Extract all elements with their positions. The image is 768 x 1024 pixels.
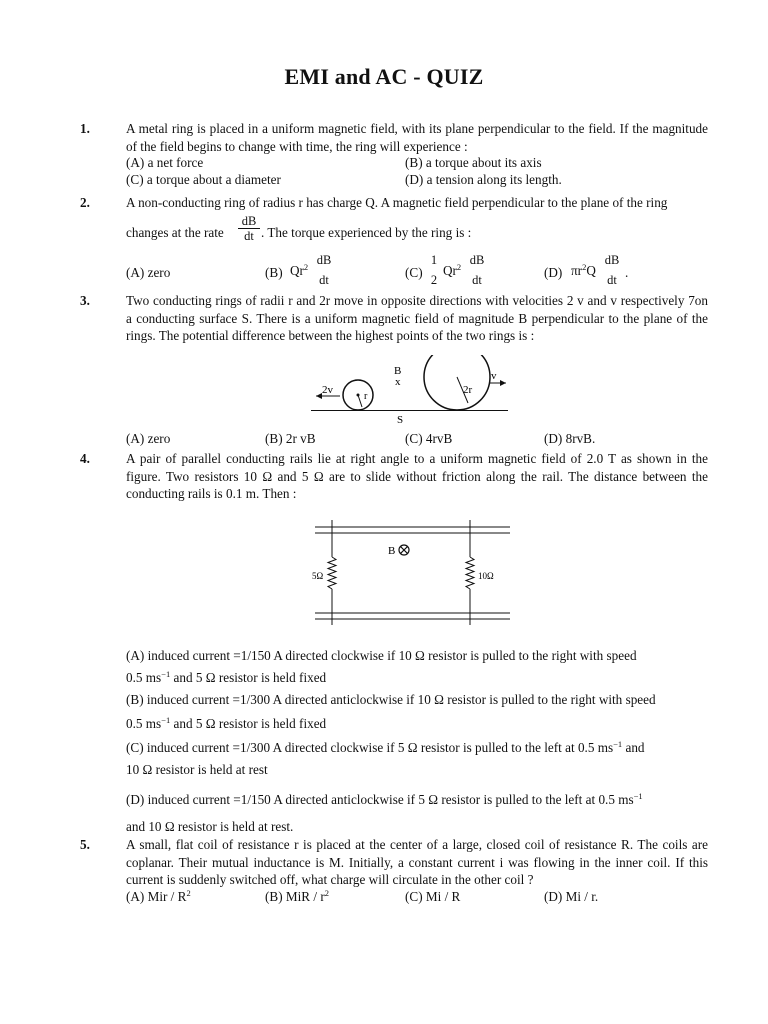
q5-option-d: (D) Mi / r. (544, 889, 599, 904)
q4-option-d-line2: and 10 Ω resistor is held at rest. (126, 819, 294, 834)
q2-line2-end: . The torque experienced by the ring is : (261, 225, 472, 240)
q3-option-c: (C) 4rvB (405, 431, 453, 446)
q1-text: A metal ring is placed in a uniform magnetic field, with its plane perpendicular to the field. If the magnitude of the field begins to change with time, the ring will experience : (126, 121, 708, 154)
field-label-b: B (394, 365, 402, 377)
field-into-page-icon (399, 545, 409, 555)
q1-number: 1. (80, 121, 90, 136)
q2-option-c-half: 1 2 (430, 253, 438, 287)
q2-option-d-pir2q: $\pi r^2Q$ (571, 262, 596, 278)
q4-option-a-line2: 0.5 $ms^{-1}$ and 5 Ω resistor is held fixed (126, 669, 327, 685)
q1-option-a: (A) a net force (126, 155, 204, 170)
q2-option-d-period: . (625, 265, 629, 280)
q2-option-b-qr: Qr$^2$ (290, 262, 309, 278)
q5-option-c: (C) Mi / R (405, 889, 461, 904)
q2-option-c-fraction: dB dt (469, 253, 485, 287)
q1-option-b: (B) a torque about its axis (405, 155, 542, 170)
q2-line2-start: changes at the rate (126, 225, 224, 240)
q5-text: A small, flat coil of resistance r is placed at the center of a large, closed coil of resistance R. The coils are coplanar. Their mutual inductance is M. Initially, a constant current i was flowing in the inner coil. If this current is suddenly switched off, what charge will circulate in the other coil ? (126, 837, 708, 887)
q3-option-a: (A) zero (126, 431, 171, 446)
q3-text: Two conducting rings of radii r and 2r move in opposite directions with velocities 2 v and v respectively 7on a conducting surface S. There is a uniform magnetic field of magnitude B perpendicular to the plane of the rings. The potential difference between the highest points of the two rings is : (126, 293, 708, 343)
large-ring (424, 355, 490, 410)
right-resistor (466, 520, 474, 625)
small-ring-center (357, 394, 360, 397)
q4-option-b-line1: (B) induced current =1/300 A directed anticlockwise if 10 Ω resistor is pulled to the right with speed (126, 692, 656, 707)
q1-option-d: (D) a tension along its length. (405, 172, 562, 187)
q5-option-a: (A) Mir / $R^2$ (126, 888, 191, 904)
right-resistor-label: 10Ω (478, 571, 494, 581)
q2-option-d-fraction: dB dt (604, 253, 620, 287)
q3-option-d: (D) 8rvB. (544, 431, 596, 446)
left-resistor (328, 520, 336, 625)
small-ring-radius (358, 395, 362, 407)
q5-option-b: (B) MiR / $r^2$ (265, 888, 329, 904)
right-velocity-label: v (491, 370, 497, 382)
q3-rings-figure (305, 355, 515, 430)
q5-number: 5. (80, 837, 90, 852)
q2-option-b-fraction: dB dt (316, 253, 332, 287)
q4-option-d-line1: (D) induced current =1/150 A directed anticlockwise if 5 Ω resistor is pulled to the left at 0.5 $ms^{-1}$ (126, 791, 643, 807)
q3-option-b: (B) 2r vB (265, 431, 316, 446)
q4-number: 4. (80, 451, 90, 466)
q4-option-a-line1: (A) induced current =1/150 A directed clockwise if 10 Ω resistor is pulled to the right with speed (126, 648, 637, 663)
large-radius-label: 2r (463, 384, 473, 396)
left-resistor-label: 5Ω (312, 571, 324, 581)
field-into-page-mark: x (395, 376, 401, 388)
q4-rails-figure (305, 515, 515, 625)
q2-option-b-label: (B) (265, 265, 283, 280)
q2-option-d-label: (D) (544, 265, 563, 280)
right-arrow-head (500, 380, 506, 386)
field-label-b: B (388, 545, 396, 557)
left-velocity-label: 2v (322, 384, 333, 396)
surface-label: S (397, 414, 404, 426)
q2-rate-fraction: dB dt (238, 214, 260, 243)
q4-option-c-line1: (C) induced current =1/300 A directed clockwise if 5 Ω resistor is pulled to the left at 0.5 $ms^{-1}$ and (126, 739, 645, 755)
q1-option-c: (C) a torque about a diameter (126, 172, 281, 187)
small-radius-label: r (364, 391, 368, 402)
q2-line1: A non-conducting ring of radius r has charge Q. A magnetic field perpendicular to the plane of the ring (126, 195, 668, 210)
q2-option-c-qr: Qr$^2$ (443, 262, 462, 278)
q2-number: 2. (80, 195, 90, 210)
q2-option-c-label: (C) (405, 265, 423, 280)
q4-text: A pair of parallel conducting rails lie at right angle to a uniform magnetic field of 2.0 T as shown in the figure. Two resistors 10 Ω and 5 Ω are to slide without friction along the rail. The distance between the conducting rails is 0.1 m. Then : (126, 451, 708, 501)
q4-option-b-line2: 0.5 $ms^{-1}$ and 5 Ω resistor is held fixed (126, 715, 327, 731)
q4-option-c-line2: 10 Ω resistor is held at rest (126, 762, 268, 777)
q3-number: 3. (80, 293, 90, 308)
page-title: EMI and AC - QUIZ (284, 64, 484, 89)
q2-option-a: (A) zero (126, 265, 171, 280)
